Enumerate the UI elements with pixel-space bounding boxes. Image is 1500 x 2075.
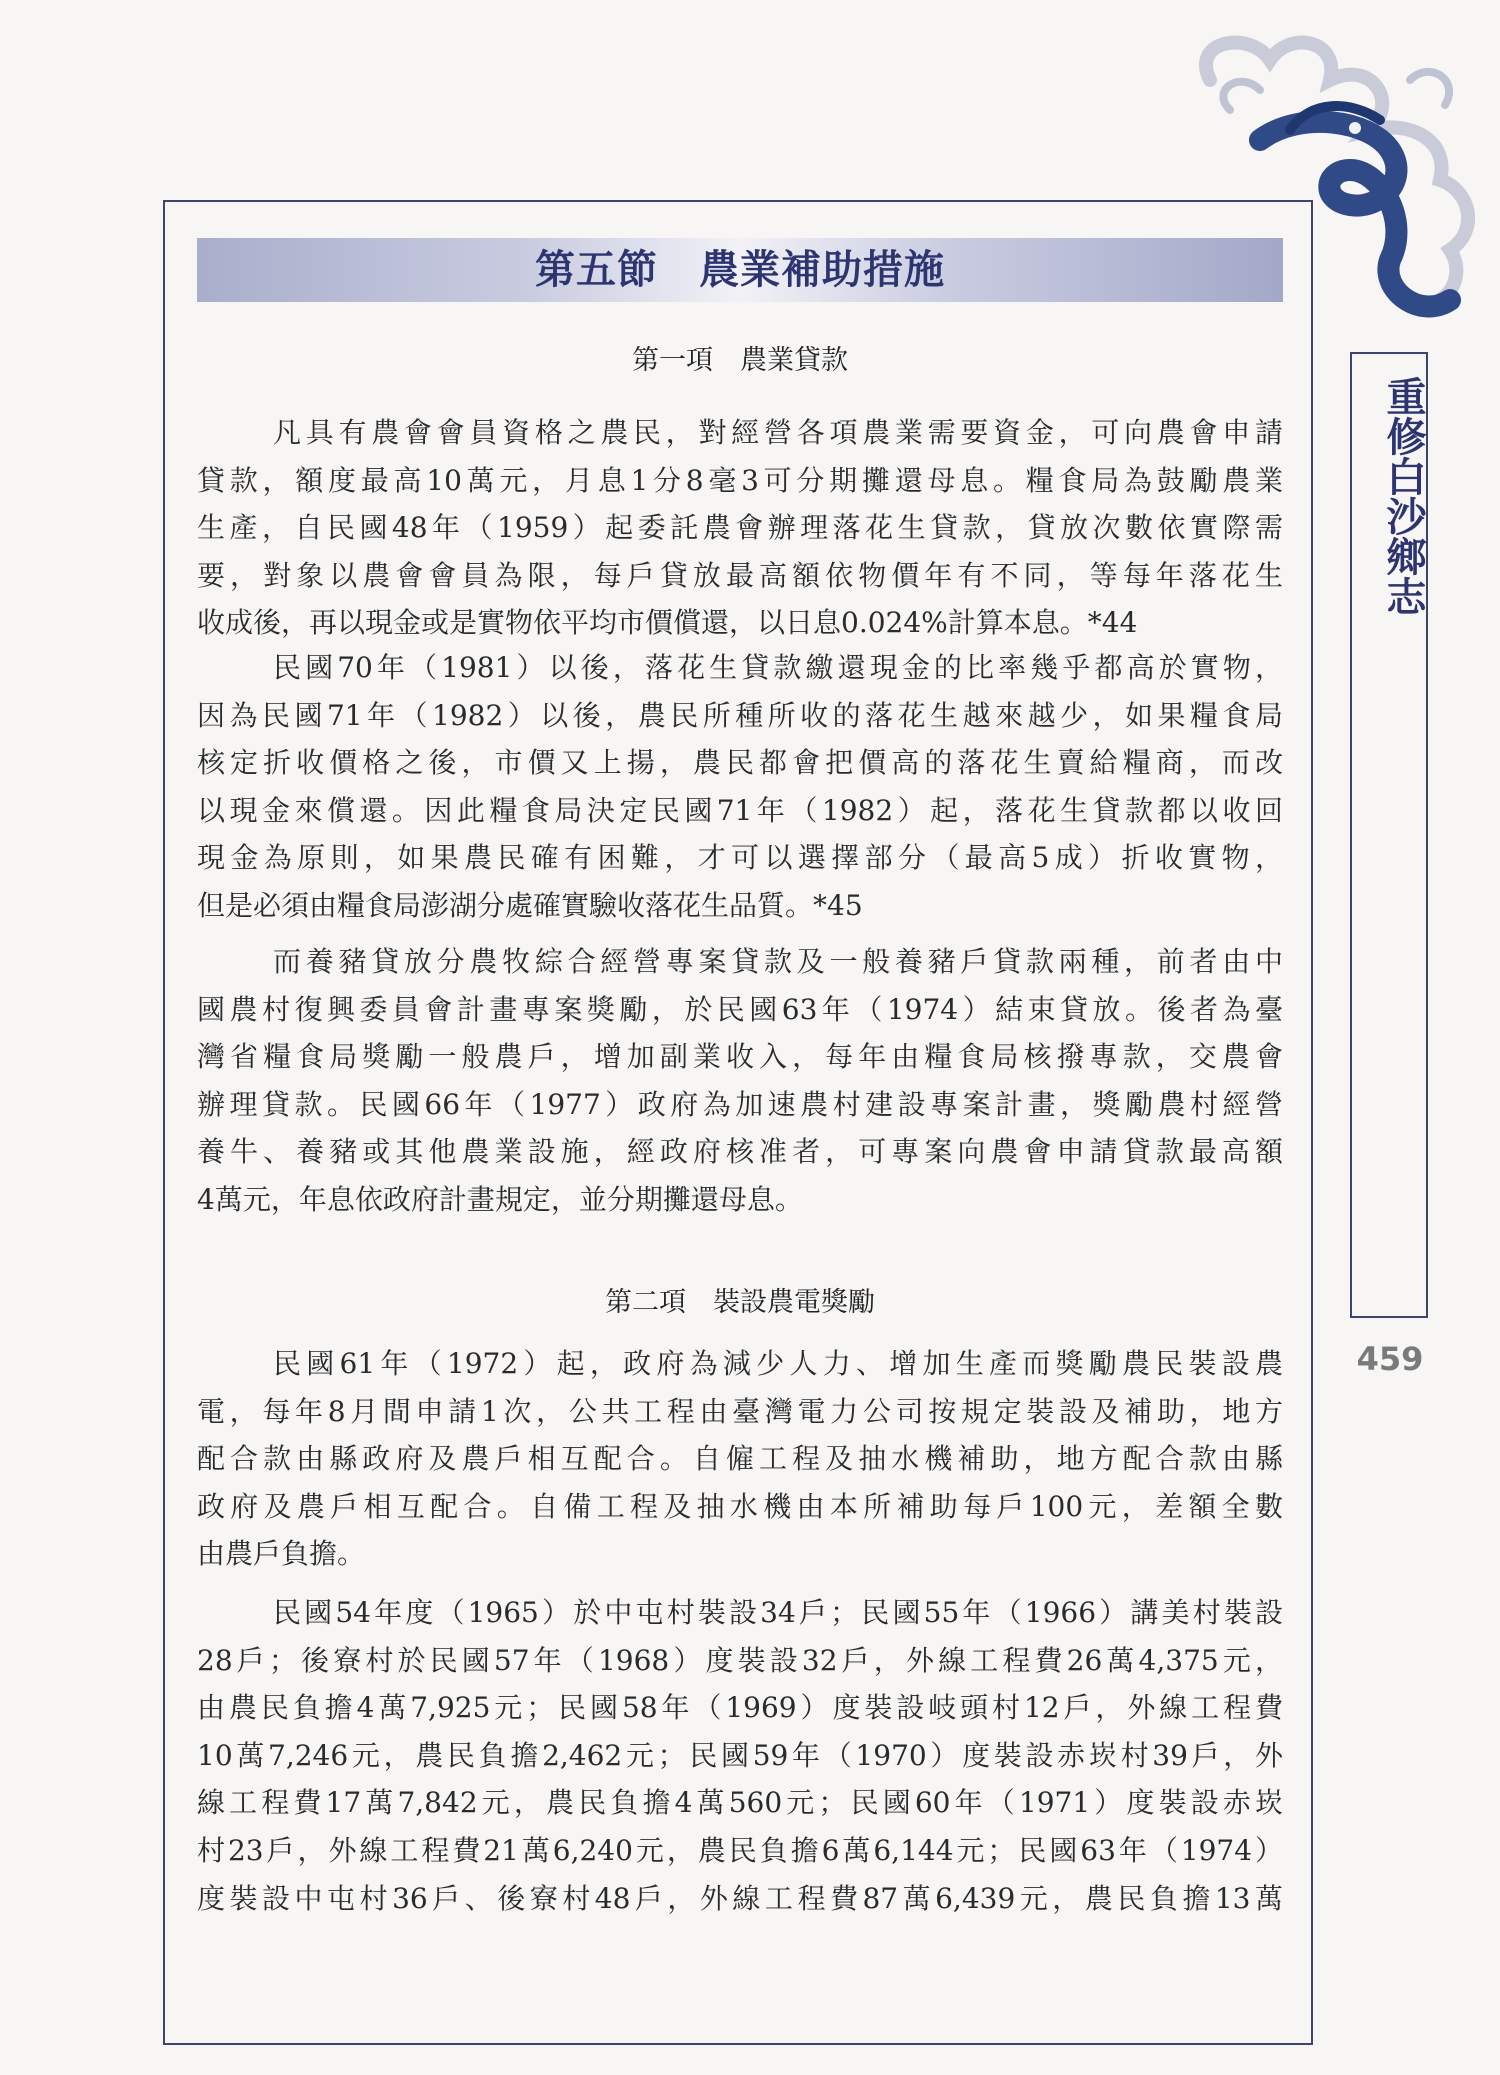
text-line: 現金為原則，如果農民確有困難，才可以選擇部分（最高5成）折收實物，	[197, 841, 1283, 875]
text-line: 配合款由縣政府及農戶相互配合。自僱工程及抽水機補助，地方配合款由縣	[197, 1442, 1283, 1476]
section-title: 第五節 農業補助措施	[535, 246, 945, 293]
text-line: 灣省糧食局獎勵一般農戶，增加副業收入，每年由糧食局核撥專款，交農會	[197, 1040, 1283, 1074]
text-line: 國農村復興委員會計畫專案獎勵，於民國63年（1974）結束貸放。後者為臺	[197, 992, 1283, 1026]
paragraph-peanut-loans	[197, 644, 1283, 930]
text-line: 生產，自民國48年（1959）起委託農會辦理落花生貸款，貸放次數依實際需	[197, 511, 1283, 545]
text-line: 28戶；後寮村於民國57年（1968）度裝設32戶，外線工程費26萬4,375元，	[197, 1643, 1283, 1677]
text-line: 核定折收價格之後，市價又上揚，農民都會把價高的落花生賣給糧商，而改	[197, 746, 1283, 780]
paragraph-pig-loans	[197, 938, 1283, 1224]
text-line: 因為民國71年（1982）以後，農民所種所收的落花生越來越少，如果糧食局	[197, 698, 1283, 732]
text-line: 民國61年（1972）起，政府為減少人力、增加生產而獎勵農民裝設農	[273, 1347, 1283, 1380]
text-line: 要，對象以農會會員為限，每戶貸放最高額依物價年有不同，等每年落花生	[197, 558, 1283, 592]
text-line: 收成後，再以現金或是實物依平均市價償還，以日息0.024%計算本息。*44	[197, 606, 1138, 640]
text-line: 民國54年度（1965）於中屯村裝設34戶；民國55年（1966）講美村裝設	[273, 1596, 1283, 1629]
paragraph-electricity-records	[197, 1589, 1283, 1922]
page-number: 459	[1356, 1340, 1424, 1378]
paragraph-loans-intro	[197, 409, 1283, 647]
text-line: 4萬元，年息依政府計畫規定，並分期攤還母息。	[197, 1182, 803, 1216]
book-title-sidebar	[1350, 352, 1428, 1318]
text-line: 度裝設中屯村36戶、後寮村48戶，外線工程費87萬6,439元，農民負擔13萬	[197, 1881, 1283, 1915]
text-line: 凡具有農會會員資格之農民，對經營各項農業需要資金，可向農會申請	[273, 416, 1283, 449]
text-line: 辦理貸款。民國66年（1977）政府為加速農村建設專案計畫，獎勵農村經營	[197, 1087, 1283, 1121]
subsection-title-agricultural-loans: 第一項 農業貸款	[632, 345, 848, 376]
section-title-banner	[197, 238, 1283, 302]
text-line: 但是必須由糧食局澎湖分處確實驗收落花生品質。*45	[197, 888, 863, 922]
text-line: 養牛、養豬或其他農業設施，經政府核准者，可專案向農會申請貸款最高額	[197, 1135, 1283, 1169]
text-line: 線工程費17萬7,842元，農民負擔4萬560元；民國60年（1971）度裝設赤崁	[197, 1786, 1283, 1820]
text-line: 由農戶負擔。	[197, 1537, 366, 1571]
subsection-title-electricity-subsidy: 第二項 裝設農電獎勵	[605, 1287, 875, 1318]
text-line: 由農民負擔4萬7,925元；民國58年（1969）度裝設岐頭村12戶，外線工程費	[197, 1691, 1283, 1725]
text-line: 10萬7,246元，農民負擔2,462元；民國59年（1970）度裝設赤崁村39戶，外	[197, 1738, 1283, 1772]
text-line: 政府及農戶相互配合。自備工程及抽水機由本所補助每戶100元，差額全數	[197, 1489, 1283, 1523]
text-line: 電，每年8月間申請1次，公共工程由臺灣電力公司按規定裝設及補助，地方	[197, 1394, 1283, 1428]
text-line: 村23戶，外線工程費21萬6,240元，農民負擔6萬6,144元；民國63年（1974）	[197, 1833, 1283, 1867]
text-line: 民國70年（1981）以後，落花生貸款繳還現金的比率幾乎都高於實物，	[273, 651, 1283, 684]
paragraph-electricity-intro	[197, 1340, 1283, 1578]
text-line: 以現金來償還。因此糧食局決定民國71年（1982）起，落花生貸款都以收回	[197, 793, 1283, 827]
text-line: 而養豬貸放分農牧綜合經營專案貸款及一般養豬戶貸款兩種，前者由中	[273, 945, 1283, 978]
book-title: 重修白沙鄉志	[1380, 376, 1427, 616]
text-line: 貸款，額度最高10萬元，月息1分8毫3可分期攤還母息。糧食局為鼓勵農業	[197, 463, 1283, 497]
